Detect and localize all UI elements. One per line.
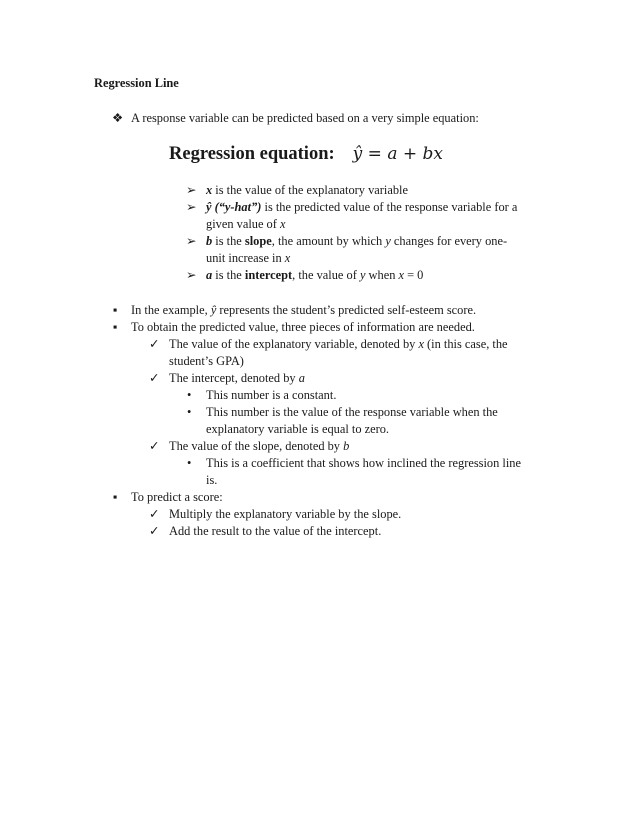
arrow-item-b-line2 (206, 250, 290, 266)
check-explanatory-post: (in this case, the (423, 337, 508, 351)
dot-bullet-icon: • (187, 405, 192, 419)
arrow-item-b-line2-text: unit increase in (206, 251, 285, 265)
term-x: x (206, 183, 213, 197)
arrow-item-b-pre: is the (212, 234, 245, 248)
var-x: x (279, 217, 286, 231)
square-item-obtain: To obtain the predicted value, three pieces of information are needed. (131, 320, 475, 334)
square-bullet-icon: ▪ (113, 320, 118, 334)
check-item-intercept (169, 370, 305, 386)
example-pre: In the example, (131, 303, 211, 317)
equation-formula (353, 144, 443, 164)
equation-yhat: ŷ (352, 144, 363, 164)
check-icon: ✓ (149, 337, 160, 351)
equation-bx: bx (422, 144, 444, 164)
dot-item-constant: This number is a constant. (206, 388, 337, 402)
arrow-item-a-pre: is the (212, 268, 245, 282)
square-bullet-icon: ▪ (113, 490, 118, 504)
arrow-bullet-icon: ➢ (186, 234, 197, 248)
var-x: x (284, 251, 291, 265)
intro-text: A response variable can be predicted based on a very simple equation: (131, 111, 479, 125)
term-a: a (206, 268, 213, 282)
var-x: x (418, 337, 424, 351)
term-slope: slope (244, 234, 272, 248)
arrow-item-b-post: changes for every one- (390, 234, 508, 248)
var-yhat: ŷ (210, 303, 217, 317)
arrow-bullet-icon: ➢ (186, 200, 197, 214)
arrow-item-a-when: when (365, 268, 399, 282)
example-post: represents the student’s predicted self-esteem score. (216, 303, 477, 317)
arrow-item-x (206, 182, 408, 198)
arrow-item-yhat-line2 (206, 216, 285, 232)
check-item-add: Add the result to the value of the intercept. (169, 524, 382, 538)
diamond-bullet-icon: ❖ (112, 111, 124, 125)
check-icon: ✓ (149, 524, 160, 538)
square-bullet-icon: ▪ (113, 303, 118, 317)
arrow-item-a-post: = 0 (404, 268, 424, 282)
term-yhat: ŷ (“y-hat”) (206, 200, 262, 214)
term-b: b (206, 234, 213, 248)
arrow-item-a (206, 267, 423, 283)
page-title: Regression Line (94, 76, 179, 90)
var-b: b (343, 439, 350, 453)
equation-plus: + (402, 144, 418, 164)
term-intercept: intercept (244, 268, 293, 282)
check-slope-pre: The value of the slope, denoted by (169, 439, 344, 453)
regression-equation (169, 143, 443, 165)
check-item-slope (169, 438, 349, 454)
arrow-item-yhat (206, 199, 517, 215)
var-y: y (359, 268, 366, 282)
arrow-item-x-text: is the value of the explanatory variable (212, 183, 408, 197)
check-icon: ✓ (149, 439, 160, 453)
arrow-item-b-mid: , the amount by which (271, 234, 386, 248)
dot-item-coefficient-line2: is. (206, 473, 218, 487)
check-icon: ✓ (149, 507, 160, 521)
check-item-explanatory-line2: student’s GPA) (169, 354, 244, 368)
arrow-bullet-icon: ➢ (186, 183, 197, 197)
equation-equals: = (367, 144, 382, 164)
dot-item-response-value: This number is the value of the response variable when the (206, 405, 498, 419)
var-x: x (398, 268, 404, 282)
dot-item-response-value-line2: explanatory variable is equal to zero. (206, 422, 390, 436)
square-item-predict: To predict a score: (131, 490, 223, 504)
arrow-item-yhat-text: is the predicted value of the response variable for a (261, 200, 518, 214)
dot-item-coefficient: This is a coefficient that shows how inclined the regression line (206, 456, 521, 470)
check-intercept-pre: The intercept, denoted by (169, 371, 299, 385)
square-item-example (131, 302, 476, 318)
check-icon: ✓ (149, 371, 160, 385)
dot-bullet-icon: • (187, 388, 192, 402)
var-y: y (385, 234, 391, 248)
equation-a: a (387, 144, 398, 164)
arrow-item-a-mid: , the value of (292, 268, 360, 282)
var-a: a (298, 371, 305, 385)
arrow-item-b (206, 233, 507, 249)
arrow-bullet-icon: ➢ (186, 268, 197, 282)
equation-label: Regression equation: (169, 144, 335, 164)
arrow-item-yhat-line2-text: given value of (206, 217, 280, 231)
dot-bullet-icon: • (187, 456, 192, 470)
check-explanatory-pre: The value of the explanatory variable, denoted by (169, 337, 419, 351)
check-item-multiply: Multiply the explanatory variable by the slope. (169, 507, 402, 521)
check-item-explanatory (169, 336, 508, 352)
